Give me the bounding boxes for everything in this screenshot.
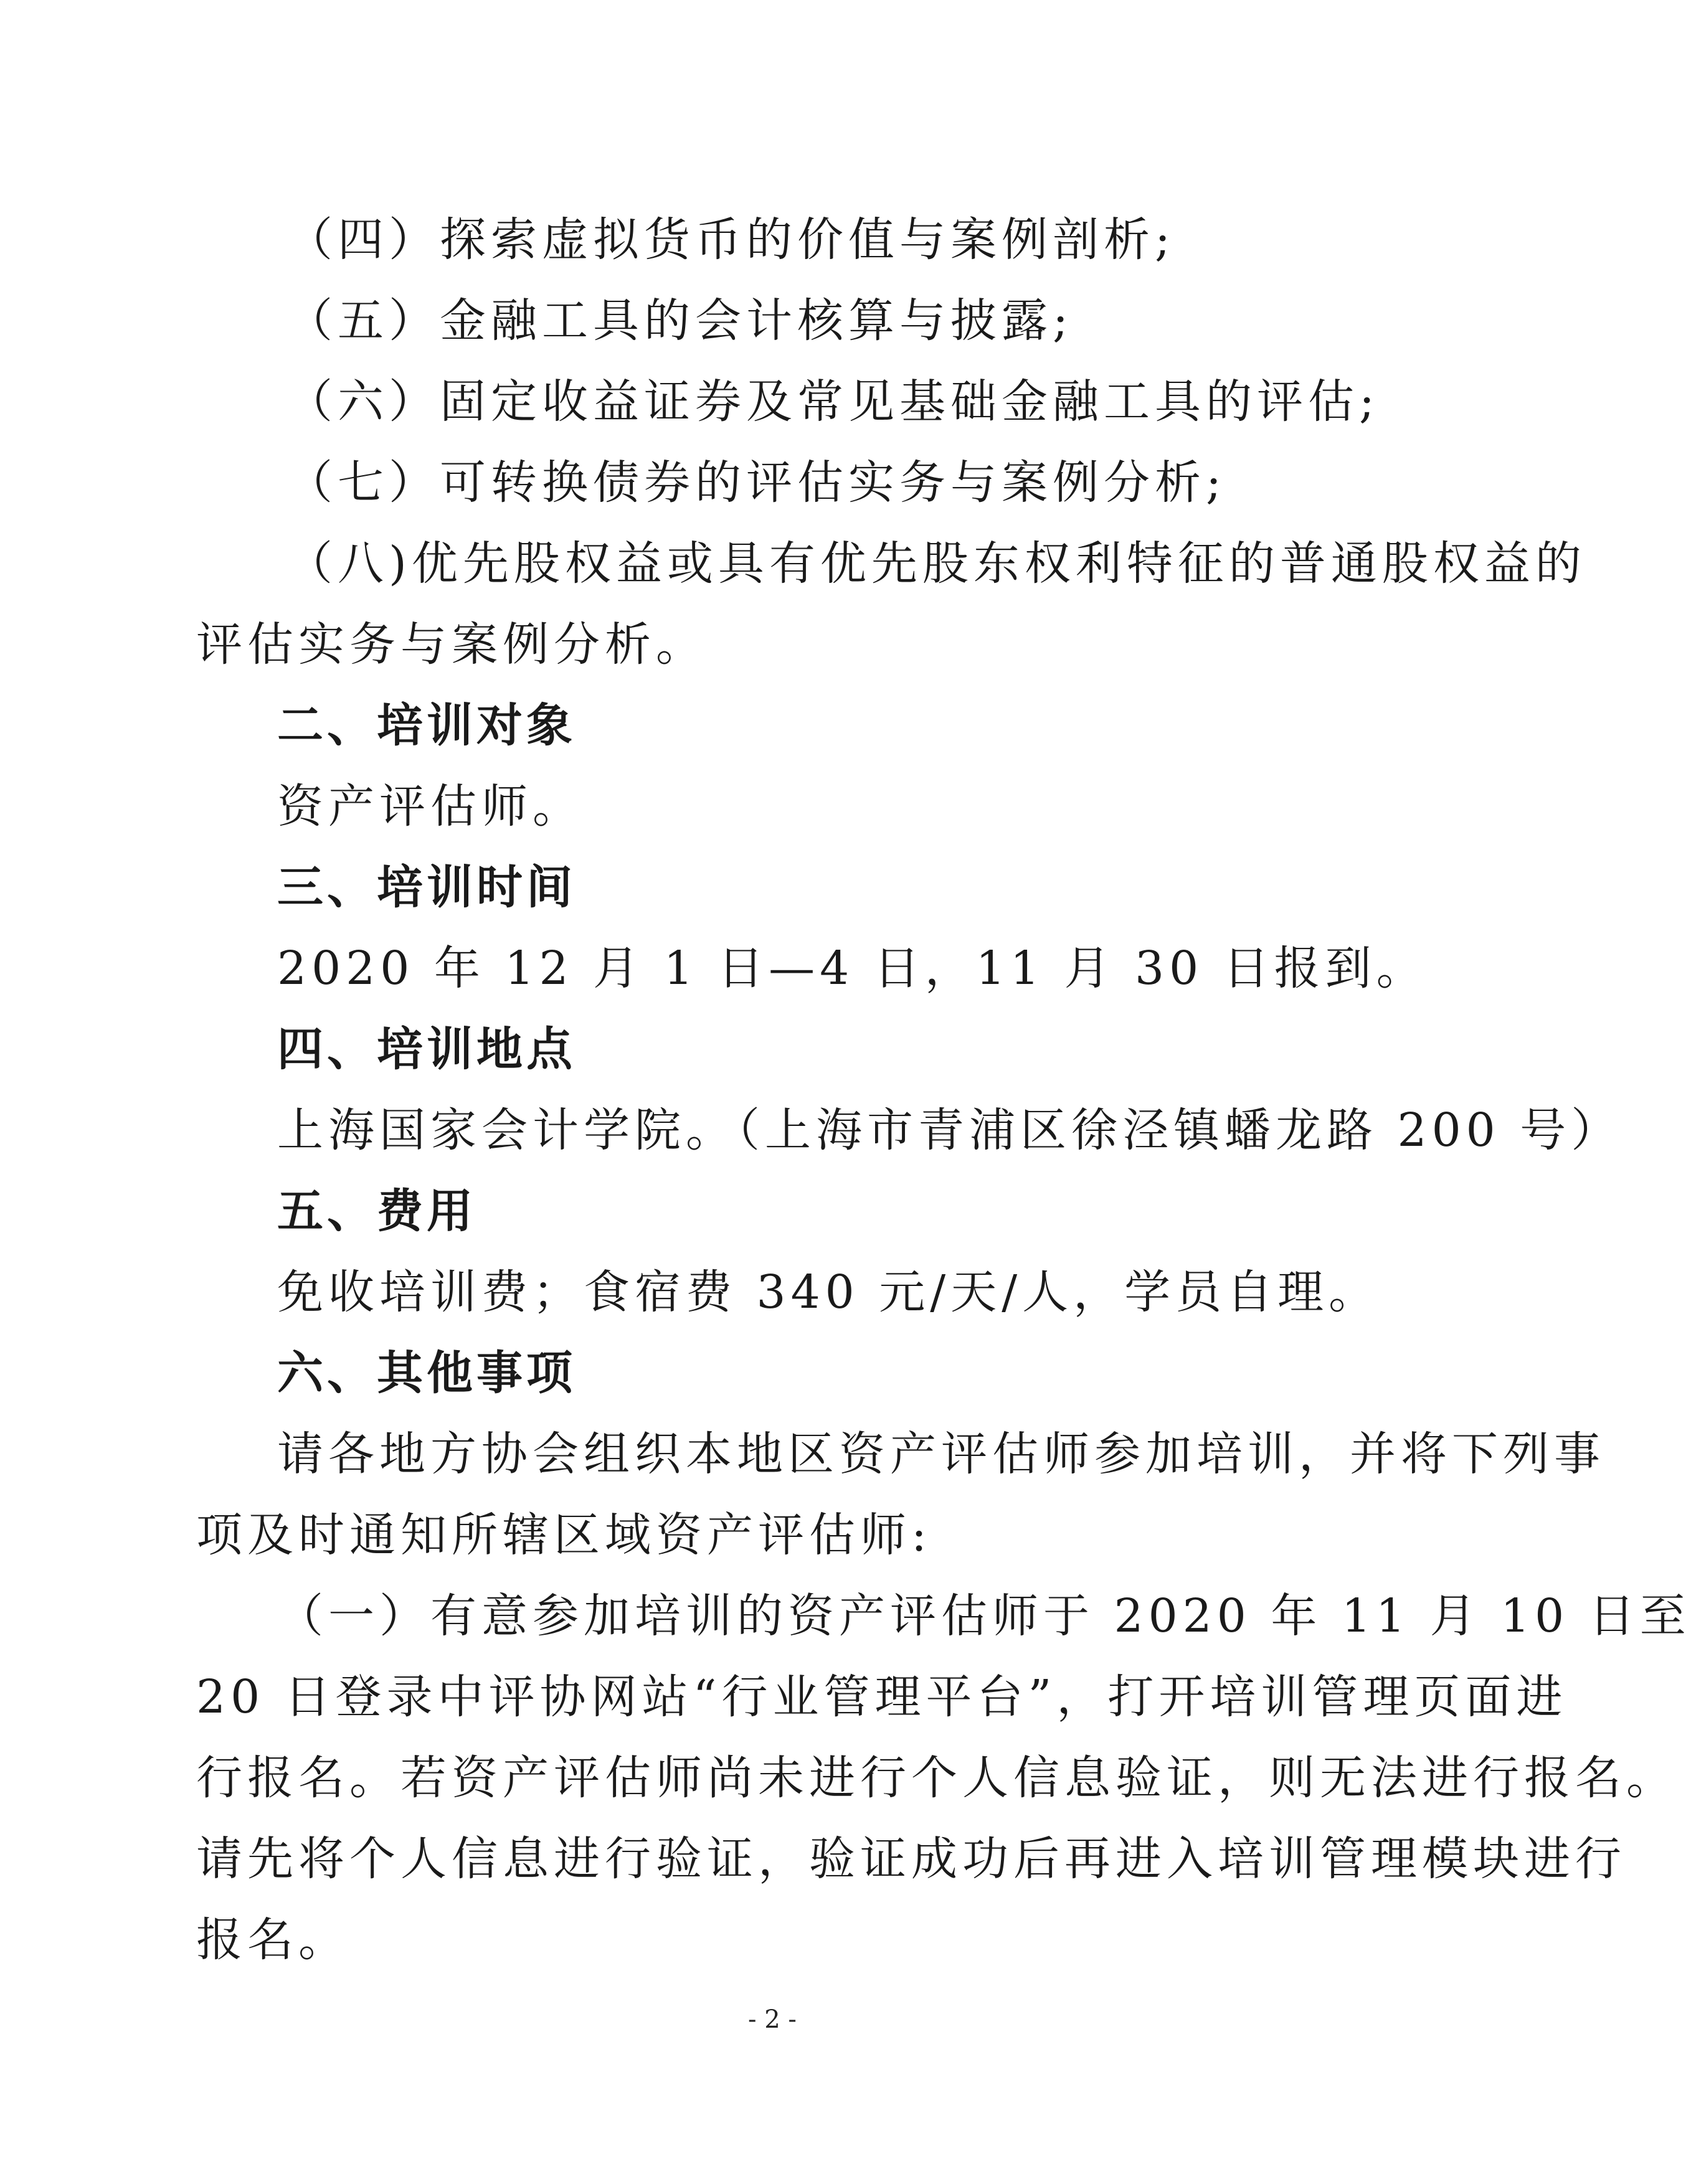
other-paragraph-line2: 项及时通知所辖区域资产评估师: — [196, 1508, 932, 1562]
topic-item-7: （七）可转换债券的评估实务与案例分析; — [287, 456, 1226, 509]
other-item-1-line4: 请先将个人信息进行验证，验证成功后再进入培训管理模块进行 — [196, 1832, 1626, 1886]
section-heading-location: 四、培训地点 — [277, 1023, 576, 1076]
topic-item-8-line1: （八)优先股权益或具有优先股东权利特征的普通股权益的 — [287, 537, 1586, 590]
section-heading-time: 三、培训时间 — [277, 861, 576, 914]
topic-item-4: （四）探索虚拟货币的价值与案例剖析; — [287, 213, 1175, 267]
section-heading-other: 六、其他事项 — [277, 1346, 576, 1400]
section-body-trainees: 资产评估师。 — [277, 780, 584, 833]
other-item-1-line3: 行报名。若资产评估师尚未进行个人信息验证，则无法进行报名。 — [196, 1751, 1677, 1805]
topic-item-8-line2: 评估实务与案例分析。 — [196, 618, 707, 671]
section-body-fees: 免收培训费；食宿费 340 元/天/人，学员自理。 — [277, 1265, 1380, 1319]
other-item-1-line2: 20 日登录中评协网站“行业管理平台”，打开培训管理页面进 — [196, 1670, 1568, 1724]
section-heading-fees: 五、费用 — [277, 1184, 476, 1238]
other-paragraph-line1: 请各地方协会组织本地区资产评估师参加培训，并将下列事 — [277, 1427, 1605, 1481]
section-body-location: 上海国家会计学院。（上海市青浦区徐泾镇蟠龙路 200 号） — [277, 1104, 1622, 1157]
other-item-1-line1: （一）有意参加培训的资产评估师于 2020 年 11 月 10 日至 — [277, 1589, 1691, 1643]
section-heading-trainees: 二、培训对象 — [277, 699, 576, 752]
other-item-1-line5: 报名。 — [196, 1913, 349, 1967]
section-body-time: 2020 年 12 月 1 日—4 日，11 月 30 日报到。 — [277, 942, 1428, 995]
topic-item-6: （六）固定收益证券及常见基础金融工具的评估; — [287, 375, 1380, 428]
page-number: - 2 - — [748, 2005, 797, 2034]
topic-item-5: （五）金融工具的会计核算与披露; — [287, 294, 1073, 347]
